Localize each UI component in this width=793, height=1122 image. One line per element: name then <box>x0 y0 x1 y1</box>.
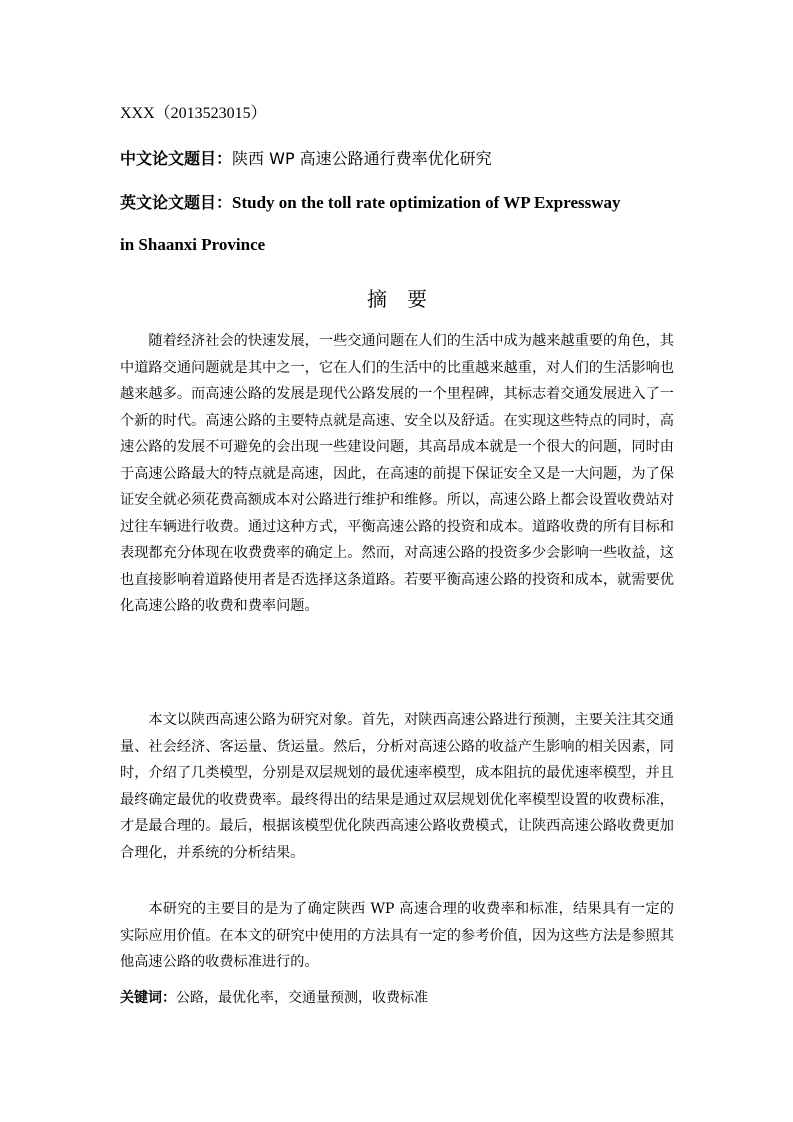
chinese-title: 陕西 WP 高速公路通行费率优化研究 <box>232 149 492 168</box>
document-page <box>120 0 674 1122</box>
abstract-heading: 摘要 <box>367 287 447 311</box>
english-title-first-line: Study on the toll rate optimization of WP Expressway <box>232 193 621 212</box>
english-title-continuation <box>120 234 265 256</box>
english-title-label: 英文论文题目 <box>120 193 217 212</box>
chinese-title-separator: ： <box>216 149 233 168</box>
abstract-paragraph-2: 本文以陕西高速公路为研究对象。首先，对陕西高速公路进行预测，主要关注其交通量、社会经济、客运量、货运量。然后，分析对高速公路的收益产生影响的相关因素，同时，介绍了几类模型，分别是双层规划的最优速率模型，成本阻抗的最优速率模型，并且最终确定最优的收费费率。最终得出的结果是通过双层规划优化率模型设置的收费标准，才是最合理的。最后，根据该模型优化陕西高速公路收费模式，让陕西高速公路收费更加合理化，并系统的分析结果。 <box>120 712 674 861</box>
chinese-title-line <box>120 148 492 170</box>
abstract-paragraph-3: 本研究的主要目的是为了确定陕西 WP 高速合理的收费率和标准，结果具有一定的实际应用价值。在本文的研究中使用的方法具有一定的参考价值，因为这些方法是参照其他高速公路的收费标准进行的。 <box>120 901 674 970</box>
keywords-line <box>120 987 428 1009</box>
chinese-title-label: 中文论文题目 <box>120 149 217 168</box>
author-line: XXX（2013523015） <box>120 105 267 122</box>
english-title-separator: ： <box>216 193 233 212</box>
keywords-separator: ： <box>162 990 176 1006</box>
keywords-list: 公路，最优化率，交通量预测，收费标准 <box>176 990 428 1006</box>
english-title-second-line: in Shaanxi Province <box>120 235 266 254</box>
english-title-line <box>120 192 621 214</box>
keywords-label: 关键词 <box>120 990 162 1006</box>
abstract-paragraph-1: 随着经济社会的快速发展，一些交通问题在人们的生活中成为越来越重要的角色，其中道路交通问题就是其中之一，它在人们的生活中的比重越来越重，对人们的生活影响也越来越多。而高速公路的发展是现代公路发展的一个里程碑，其标志着交通发展进入了一个新的时代。高速公路的主要特点就是高速、安全以及舒适。在实现这些特点的同时，高速公路的发展不可避免的会出现一些建设问题，其高昂成本就是一个很大的问题，同时由于高速公路最大的特点就是高速，因此，在高速的前提下保证安全又是一大问题，为了保证安全就必须花费高额成本对公路进行维护和维修。所以，高速公路上都会设置收费站对过往车辆进行收费。通过这种方式，平衡高速公路的投资和成本。道路收费的所有目标和表现都充分体现在收费费率的确定上。然而，对高速公路的投资多少会影响一些收益，这也直接影响着道路使用者是否选择这条道路。若要平衡高速公路的投资和成本，就需要优化高速公路的收费和费率问题。 <box>120 333 674 614</box>
